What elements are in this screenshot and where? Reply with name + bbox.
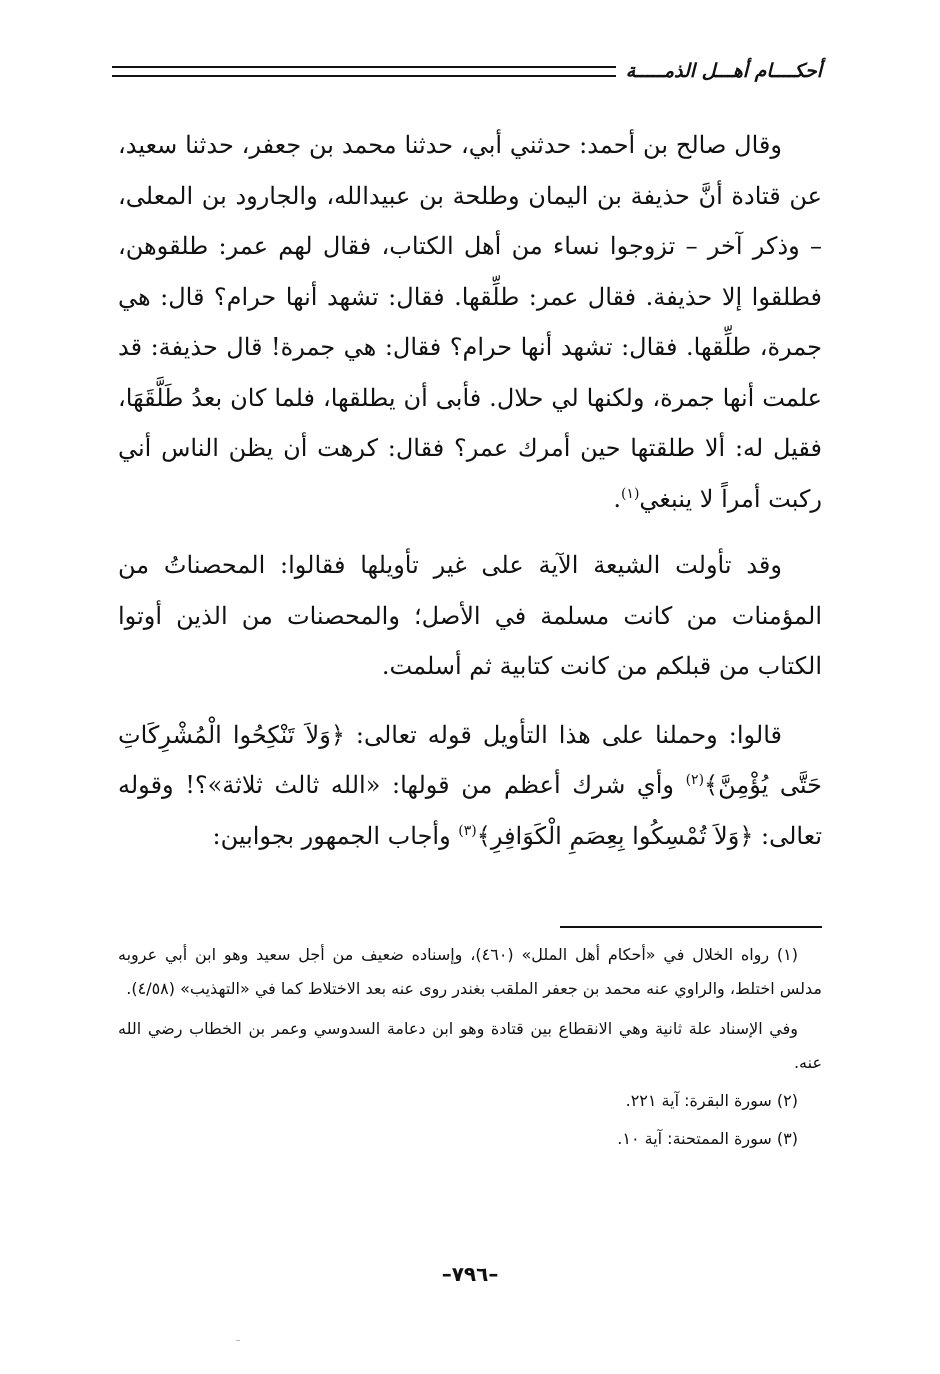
paragraph-tail: . <box>613 484 621 513</box>
main-text <box>118 120 822 861</box>
paragraph <box>118 120 822 524</box>
scan-speck <box>236 1340 240 1341</box>
running-header-title: أحكــــام أهـــل الذمـــــة <box>625 60 822 82</box>
footnote-marker: (٢) <box>685 772 705 788</box>
paragraph-text: وأي شرك أعظم من قولها: «الله ثالث ثلاثة»؟! وقوله تعالى: ﴿وَلاَ تُمْسِكُوا بِعِصَمِ الْكَوَافِرِ﴾ <box>118 771 822 850</box>
footnote-3: (٣) سورة الممتحنة: آية ١٠. <box>617 1129 798 1148</box>
paragraph-text: وأجاب الجمهور بجوابين: <box>212 821 459 850</box>
footnote-separator <box>560 926 822 928</box>
footnote-2: (٢) سورة البقرة: آية ٢٢١. <box>625 1091 798 1110</box>
paragraph-text: وقال صالح بن أحمد: حدثني أبي، حدثنا محمد بن جعفر، حدثنا سعيد، عن قتادة أنَّ حذيفة بن اليمان وطلحة بن عبيدالله، والجارود بن المعلى، – وذكر آخر – تزوجوا نساء من أهل الكتاب، فقال لهم عمر: طلقوهن، فطلقوا إلا حذيفة. فقال عمر: طلِّقها. فقال: تشهد أنها حرام؟ قال: هي جمرة، طلِّقها. فقال: تشهد أنها حرام؟ فقال: هي جمرة! قال حذيفة: قد علمت أنها جمرة، ولكنها لي حلال. فأبى أن يطلقها، فلما كان بعدُ طَلَّقَهَا، فقيل له: ألا طلقتها حين أمرك عمر؟ فقال: كرهت أن يظن الناس أني ركبت أمراً لا ينبغي <box>118 131 822 513</box>
header-double-rule <box>112 66 616 77</box>
paragraph <box>118 710 822 862</box>
page-number: –٧٩٦– <box>441 1262 499 1286</box>
footnote-marker: (٣) <box>458 822 477 839</box>
paragraph-text: قالوا: وحملنا على هذا التأويل قوله تعالى: ﴿وَلاَ تَنْكِحُوا الْمُشْرِكَاتِ حَتَّى يُؤْمِنَّ﴾ <box>118 720 822 799</box>
footnote-1: (١) رواه الخلال في «أحكام أهل الملل» (٤٦٠)، وإسناده ضعيف من أجل سعيد وهو ابن أبي عروبه مدلس اختلط، والراوي عنه محمد بن جعفر الملقب بغندر روى عنه بعد الاختلاط كما في «التهذيب» (٤/٥٨). <box>118 945 822 998</box>
footnotes <box>118 938 822 1156</box>
footnote-1-continuation: وفي الإسناد علة ثانية وهي الانقطاع بين قتادة وهو ابن دعامة السدوسي وعمر بن الخطاب رضي الله عنه. <box>118 1019 822 1072</box>
footnote-marker: (١) <box>620 485 640 502</box>
running-header <box>112 54 822 88</box>
paragraph: وقد تأولت الشيعة الآية على غير تأويلها فقالوا: المحصناتُ من المؤمنات من كانت مسلمة في الأصل؛ والمحصنات من الذين أوتوا الكتاب من قبلكم من كانت كتابية ثم أسلمت. <box>118 551 822 680</box>
